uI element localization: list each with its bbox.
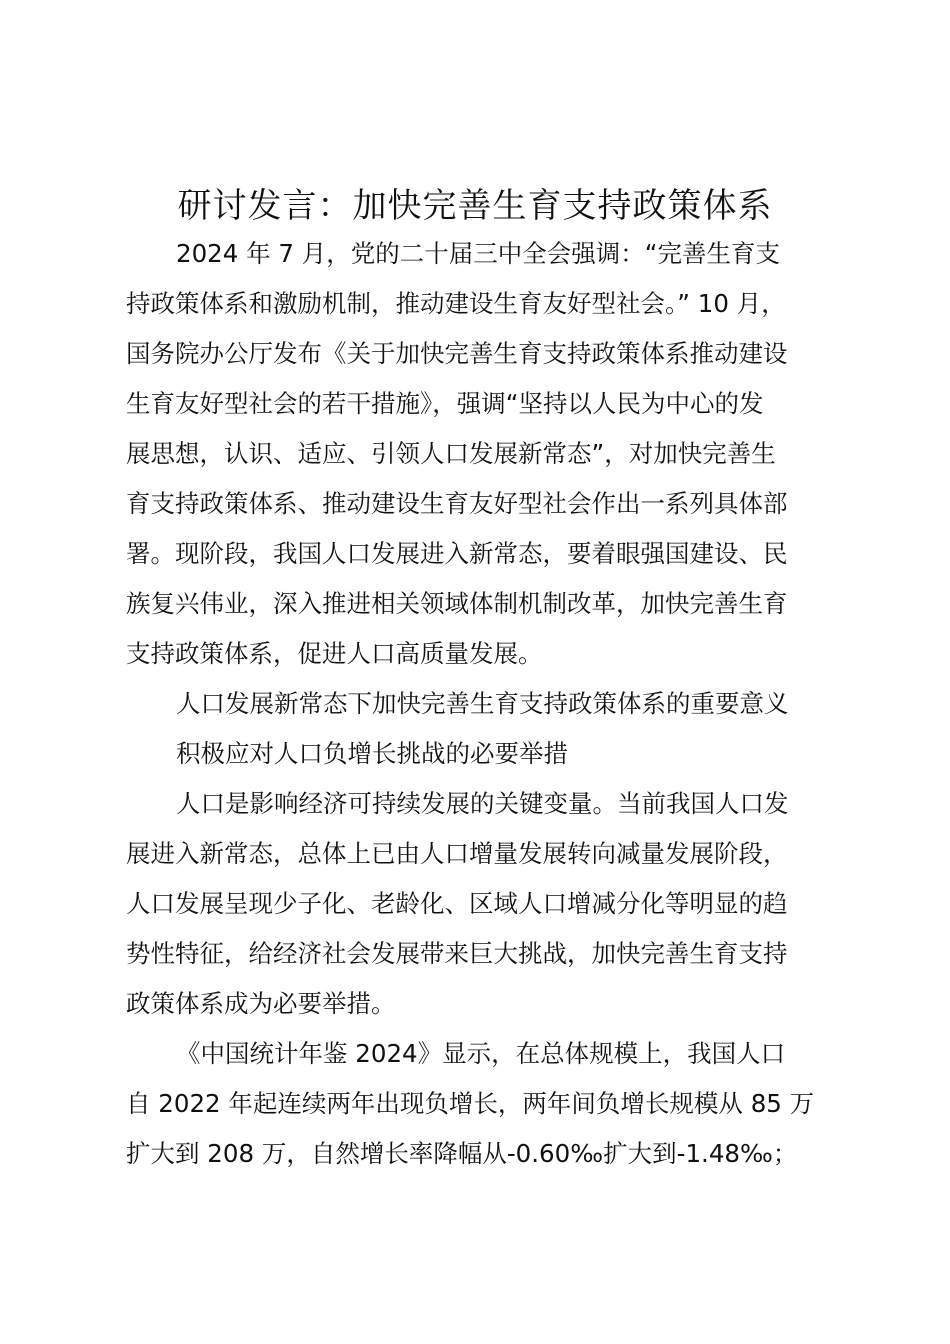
paragraph-line: 扩大到 208 万，自然增长率降幅从-0.60‰扩大到-1.48‰； [126,1139,798,1168]
paragraph-line: 人口发展呈现少子化、老龄化、区域人口增减分化等明显的趋 [126,889,788,918]
paragraph-line: 育支持政策体系、推动建设生育友好型社会作出一系列具体部 [126,489,788,518]
paragraph-line: 支持政策体系，促进人口高质量发展。 [126,639,543,668]
section-heading: 人口发展新常态下加快完善生育支持政策体系的重要意义 [176,689,789,718]
subsection-heading: 积极应对人口负增长挑战的必要举措 [176,739,568,768]
paragraph-line: 署。现阶段，我国人口发展进入新常态，要着眼强国建设、民 [126,539,788,568]
paragraph-line: 政策体系成为必要举措。 [126,989,396,1018]
paragraph-line: 展进入新常态，总体上已由人口增量发展转向减量发展阶段， [126,839,788,868]
paragraph-line: 势性特征，给经济社会发展带来巨大挑战，加快完善生育支持 [126,939,788,968]
paragraph-line: 2024 年 7 月，党的二十届三中全会强调：“完善生育支 [176,239,780,268]
document-title: 研讨发言：加快完善生育支持政策体系 [177,186,773,226]
paragraph-line: 族复兴伟业，深入推进相关领域体制机制改革，加快完善生育 [126,589,788,618]
paragraph-line: 展思想，认识、适应、引领人口发展新常态”，对加快完善生 [126,439,776,468]
paragraph-line: 人口是影响经济可持续发展的关键变量。当前我国人口发 [176,789,789,818]
paragraph-line: 生育友好型社会的若干措施》，强调“坚持以人民为中心的发 [126,389,764,418]
paragraph-line: 《中国统计年鉴 2024》显示，在总体规模上，我国人口 [176,1039,786,1068]
paragraph-line: 持政策体系和激励机制，推动建设生育友好型社会。” 10 月， [126,289,786,318]
paragraph-line: 国务院办公厅发布《关于加快完善生育支持政策体系推动建设 [126,339,788,368]
paragraph-line: 自 2022 年起连续两年出现负增长，两年间负增长规模从 85 万 [126,1089,815,1118]
